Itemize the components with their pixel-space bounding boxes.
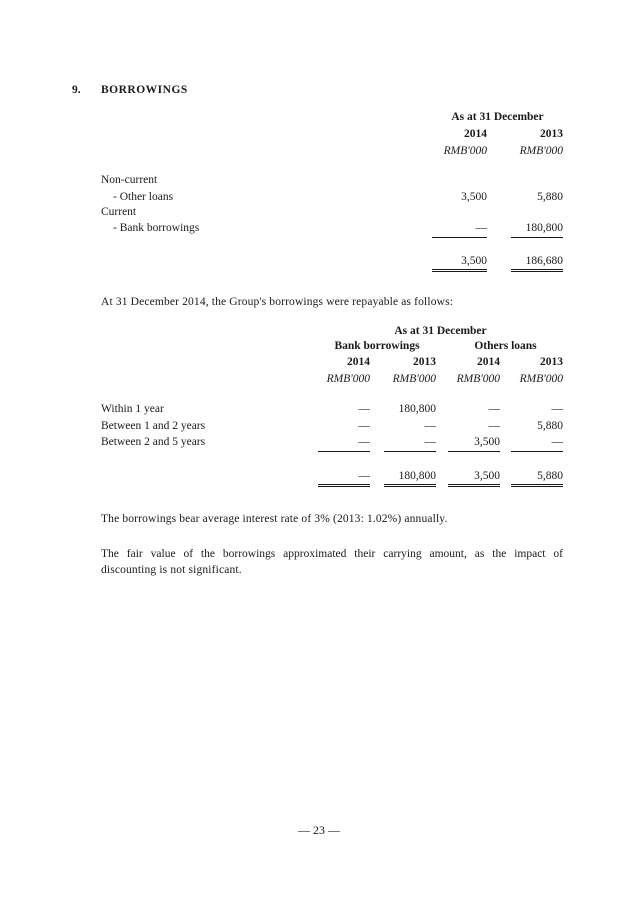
table1-header: As at 31 December <box>451 111 544 123</box>
table2-cell: 180,800 <box>398 403 436 415</box>
section-number: 9. <box>72 84 81 96</box>
table1-row-label: - Bank borrowings <box>113 222 200 234</box>
table2-row-label: Between 1 and 2 years <box>101 420 206 432</box>
table2-total: 3,500 <box>448 470 500 487</box>
table1-row-label: - Other loans <box>113 191 174 203</box>
table2-header: As at 31 December <box>394 325 487 337</box>
table2-group-bank: Bank borrowings <box>334 340 420 352</box>
table2-group-others: Others loans <box>474 340 537 352</box>
table2-row-label: Within 1 year <box>101 403 164 415</box>
table2-cell: 3,500 <box>448 436 500 452</box>
fair-value-note-line2: discounting is not significant. <box>101 564 242 576</box>
table2-cell: 5,880 <box>537 420 563 432</box>
table2-unit: RMB'000 <box>519 373 563 385</box>
table1-total: 3,500 <box>432 255 487 272</box>
table2-cell: — <box>488 403 500 415</box>
table2-total: 5,880 <box>511 470 563 487</box>
table2-row-label: Between 2 and 5 years <box>101 436 206 448</box>
table1-unit-2014: RMB'000 <box>443 145 487 157</box>
section-title: BORROWINGS <box>101 84 188 96</box>
table1-unit-2013: RMB'000 <box>519 145 563 157</box>
table2-cell: — <box>511 436 563 452</box>
table2-unit: RMB'000 <box>326 373 370 385</box>
fair-value-note-line1: The fair value of the borrowings approximated their carrying amount, as the impact of <box>101 548 563 560</box>
table2-total: 180,800 <box>384 470 436 487</box>
intro-text: At 31 December 2014, the Group's borrowings were repayable as follows: <box>101 296 454 308</box>
table2-year: 2014 <box>347 356 370 368</box>
table2-cell: — <box>424 420 436 432</box>
table2-year: 2013 <box>540 356 563 368</box>
table1-year-2013: 2013 <box>540 128 563 140</box>
table2-total: — <box>318 470 370 487</box>
table1-cell: 3,500 <box>461 191 487 203</box>
table2-cell: — <box>358 403 370 415</box>
table2-unit: RMB'000 <box>392 373 436 385</box>
page-number: — 23 — <box>298 823 340 837</box>
table1-cell: 5,880 <box>537 191 563 203</box>
table2-cell: — <box>488 420 500 432</box>
table2-year: 2013 <box>413 356 436 368</box>
table1-cell: — <box>432 222 487 238</box>
table1-total: 186,680 <box>511 255 563 272</box>
interest-rate-note: The borrowings bear average interest rate of 3% (2013: 1.02%) annually. <box>101 513 448 525</box>
table2-unit: RMB'000 <box>456 373 500 385</box>
table2-year: 2014 <box>477 356 500 368</box>
table1-row-label: Current <box>101 206 137 218</box>
table2-cell: — <box>358 420 370 432</box>
table1-row-label: Non-current <box>101 174 158 186</box>
table2-cell: — <box>551 403 563 415</box>
table2-cell: — <box>384 436 436 452</box>
table2-cell: — <box>318 436 370 452</box>
table1-year-2014: 2014 <box>464 128 487 140</box>
table1-cell: 180,800 <box>511 222 563 238</box>
